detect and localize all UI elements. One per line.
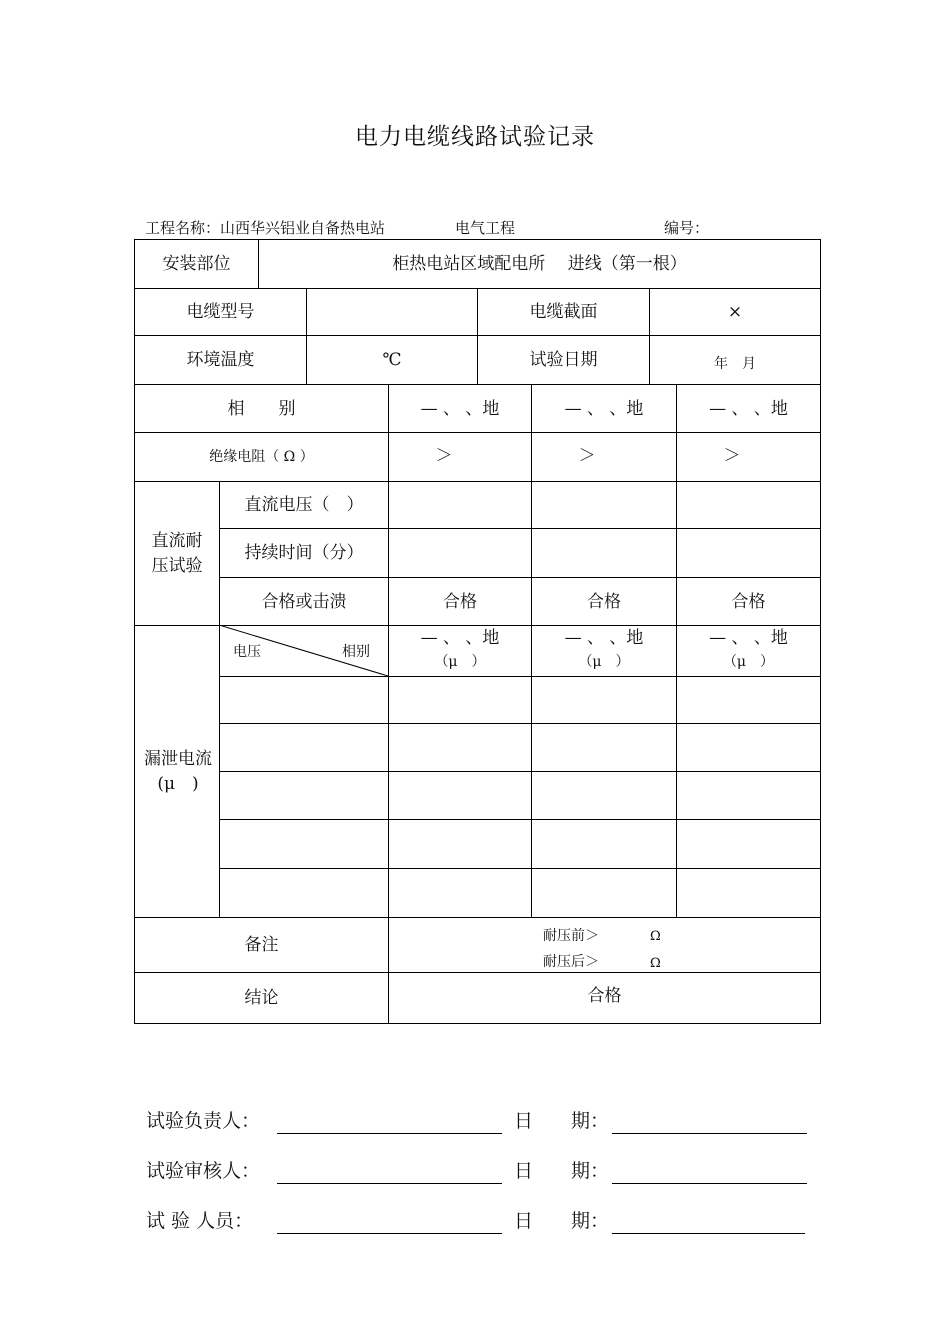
phase-value: — 、 、地 [709,398,788,419]
row-line [219,868,821,869]
table-border-bottom [134,1023,821,1024]
dc-result-value: 合格 [731,591,766,612]
remarks-after-unit: Ω [650,956,661,971]
test-date-value: 年 月 [714,356,756,372]
dc-voltage-label: 直流电压（ ） [244,495,364,515]
signature-line [277,1133,502,1134]
date-line [612,1183,807,1184]
record-number-label: 编号： [664,219,710,237]
project-part: 电气工程 [455,219,516,237]
leakage-unit: （μ ） [434,654,486,670]
diag-voltage-label: 电压 [233,644,261,660]
signature-date-label: 日 期： [514,1110,610,1132]
leakage-phase-header: — 、 、地 [564,628,644,648]
install-location-label: 安装部位 [162,254,231,274]
signature-date-label: 日 期： [514,1210,610,1232]
date-line [612,1233,805,1234]
insulation-label: 绝缘电阻（ Ω ） [209,449,314,465]
remarks-before-unit: Ω [650,929,661,944]
phase-value: — 、 、地 [564,398,644,419]
row-line [219,819,821,820]
diag-phase-label: 相别 [342,644,370,660]
insulation-value: ＞ [435,445,453,466]
insulation-value: ＞ [723,445,741,466]
dc-result-value: 合格 [587,591,621,612]
leakage-unit: （μ ） [578,654,630,670]
col-line [388,384,389,1023]
remarks-after: 耐压后＞ [543,954,599,970]
dc-result-value: 合格 [443,591,477,612]
signature-role: 试验负责人： [146,1110,261,1132]
test-date-label: 试验日期 [529,350,598,370]
cable-model-label: 电缆型号 [186,302,255,322]
signature-role: 试验审核人： [146,1160,261,1182]
leakage-group-label: 漏泄电流(μ ) [144,748,212,794]
dc-result-label: 合格或击溃 [261,591,347,612]
signature-line [277,1233,502,1234]
row-line [219,723,821,724]
install-location-value: 柜热电站区域配电所 进线（第一根） [392,254,687,274]
cable-model-value [307,289,477,335]
env-temp-label: 环境温度 [186,350,255,370]
date-line [612,1133,807,1134]
leakage-unit: （μ ） [722,654,775,670]
insulation-value: ＞ [578,445,596,466]
signature-line [277,1183,502,1184]
remarks-before: 耐压前＞ [543,928,599,944]
phase-value: — 、 、地 [420,398,500,419]
page-title: 电力电缆线路试验记录 [355,124,595,150]
leakage-phase-header: — 、 、地 [709,628,788,648]
dc-duration-label: 持续时间（分） [244,543,364,563]
conclusion-value: 合格 [587,986,622,1006]
signature-role: 试 验 人员： [146,1210,254,1232]
phase-label: 相 别 [227,398,296,419]
leakage-phase-header: — 、 、地 [420,628,500,648]
remarks-label: 备注 [244,935,279,955]
dc-test-group-label: 直流耐压试验 [151,530,203,576]
signature-date-label: 日 期： [514,1160,610,1182]
row-line [219,771,821,772]
table-border-right [820,239,821,1024]
cable-section-label: 电缆截面 [529,302,598,322]
cable-section-value: × [727,302,743,322]
env-temp-value: ℃ [382,350,402,370]
project-name: 工程名称：山西华兴铝业自备热电站 [145,219,386,237]
conclusion-label: 结论 [244,988,279,1008]
